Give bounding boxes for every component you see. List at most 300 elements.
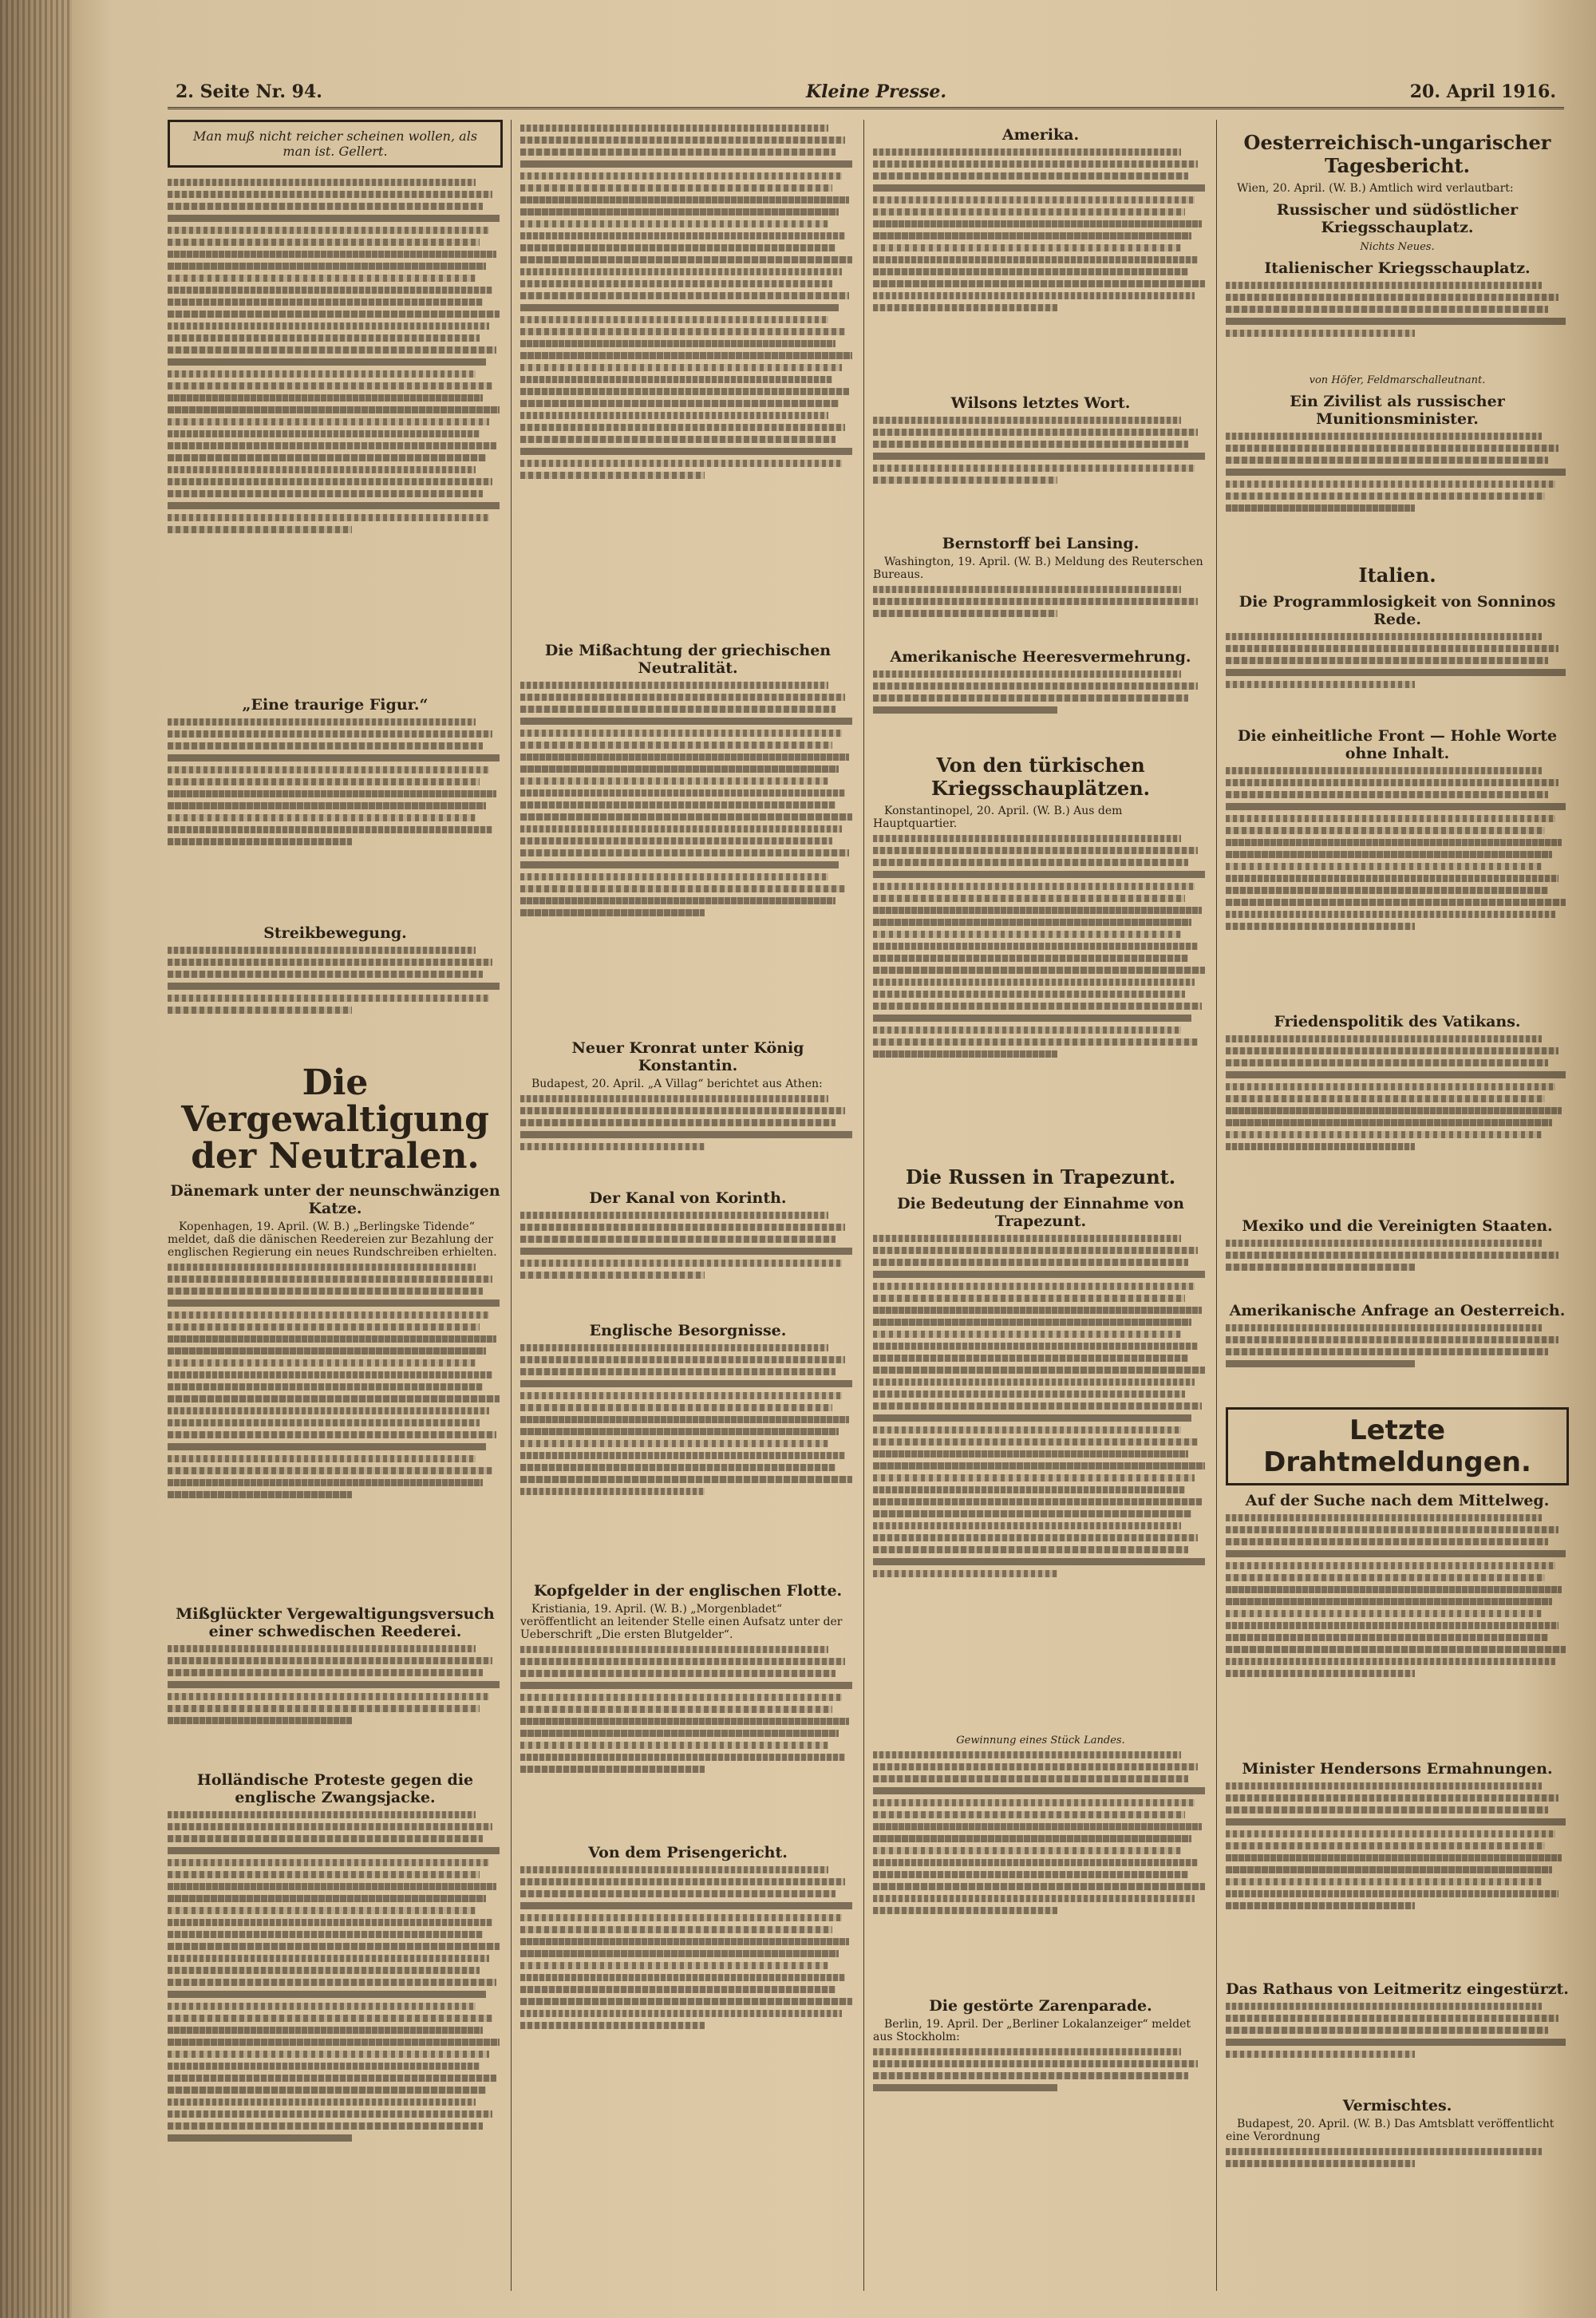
text-line bbox=[873, 1534, 1198, 1541]
article-heading: Amerikanische Heeresvermehrung. bbox=[890, 648, 1191, 666]
body-text bbox=[168, 179, 503, 690]
text-line bbox=[520, 208, 839, 216]
text-line bbox=[873, 268, 1188, 275]
text-line bbox=[1226, 911, 1555, 918]
text-line bbox=[873, 1558, 1205, 1565]
text-line bbox=[520, 1902, 852, 1909]
text-line bbox=[1226, 330, 1415, 337]
body-text bbox=[873, 586, 1208, 642]
text-line bbox=[520, 412, 828, 419]
text-line bbox=[1226, 1047, 1558, 1054]
text-line bbox=[168, 1443, 486, 1450]
text-line bbox=[873, 1907, 1057, 1914]
text-line bbox=[1226, 1035, 1542, 1042]
text-line bbox=[520, 706, 836, 713]
column-rule bbox=[1216, 120, 1217, 2291]
text-line bbox=[168, 959, 492, 966]
text-line bbox=[168, 1299, 500, 1307]
text-line bbox=[168, 2039, 500, 2046]
text-line bbox=[520, 316, 828, 323]
text-line bbox=[1226, 1670, 1415, 1677]
column-rule bbox=[511, 120, 512, 2291]
text-line bbox=[520, 682, 828, 689]
text-line bbox=[1226, 1646, 1566, 1653]
text-line bbox=[520, 1914, 842, 1921]
article-heading: Die gestörte Zarenparade. bbox=[929, 1997, 1152, 2015]
text-line bbox=[520, 1706, 832, 1713]
text-line bbox=[1226, 887, 1548, 894]
text-line bbox=[520, 1119, 836, 1126]
text-line bbox=[520, 1095, 828, 1102]
text-line bbox=[873, 1859, 1198, 1866]
text-line bbox=[1226, 1902, 1415, 1909]
text-line bbox=[520, 1404, 832, 1411]
text-line bbox=[520, 125, 828, 132]
text-line bbox=[168, 394, 483, 401]
body-text bbox=[520, 682, 855, 1033]
text-line bbox=[1226, 469, 1566, 476]
text-line bbox=[168, 239, 480, 246]
text-line bbox=[873, 1787, 1205, 1794]
text-line bbox=[1226, 2160, 1415, 2167]
text-line bbox=[1226, 1538, 1548, 1545]
text-line bbox=[873, 706, 1057, 714]
text-line bbox=[168, 1847, 500, 1854]
text-line bbox=[168, 215, 500, 222]
text-line bbox=[520, 1926, 832, 1933]
text-line bbox=[1226, 2027, 1548, 2034]
text-line bbox=[168, 2110, 492, 2118]
article-heading: Wilsons letztes Wort. bbox=[950, 394, 1131, 412]
text-line bbox=[873, 943, 1198, 950]
text-line bbox=[1226, 1598, 1552, 1605]
text-line bbox=[520, 244, 836, 251]
text-line bbox=[1226, 1324, 1542, 1331]
body-text bbox=[168, 1811, 503, 2290]
text-line bbox=[873, 610, 1057, 617]
text-line bbox=[168, 1395, 500, 1402]
text-line bbox=[168, 275, 476, 282]
text-line bbox=[168, 2122, 483, 2130]
body-text bbox=[873, 148, 1208, 388]
text-line bbox=[1226, 492, 1545, 500]
text-line bbox=[520, 436, 836, 443]
text-line bbox=[520, 1356, 845, 1363]
text-line bbox=[1226, 1866, 1552, 1873]
text-line bbox=[520, 813, 852, 821]
text-line bbox=[168, 430, 480, 437]
text-line bbox=[873, 1486, 1185, 1493]
text-line bbox=[1226, 1264, 1415, 1271]
text-line bbox=[520, 1452, 845, 1459]
masthead-title: Kleine Presse. bbox=[806, 81, 947, 102]
column-2 bbox=[520, 120, 855, 2291]
motto-box: Man muß nicht reicher scheinen wollen, als man ist. Gellert. bbox=[168, 120, 503, 168]
text-line bbox=[168, 1491, 352, 1498]
text-line bbox=[520, 1440, 828, 1447]
text-line bbox=[168, 1359, 476, 1367]
text-line bbox=[168, 287, 492, 294]
text-line bbox=[168, 1479, 483, 1486]
text-line bbox=[520, 1416, 849, 1423]
text-line bbox=[520, 1670, 836, 1677]
text-line bbox=[873, 232, 1191, 239]
text-line bbox=[168, 2134, 352, 2142]
text-line bbox=[1226, 1143, 1415, 1150]
text-line bbox=[1226, 839, 1562, 846]
text-line bbox=[168, 1335, 496, 1343]
text-line bbox=[1226, 899, 1566, 906]
text-line bbox=[168, 1967, 480, 1974]
text-line bbox=[1226, 779, 1558, 786]
text-line bbox=[168, 1943, 500, 1950]
text-line bbox=[873, 429, 1198, 436]
text-line bbox=[520, 873, 828, 880]
article-subheading: Die Bedeutung der Einnahme von Trapezunt. bbox=[897, 1195, 1184, 1230]
text-line bbox=[168, 1907, 476, 1914]
text-line bbox=[873, 2084, 1057, 2091]
text-line bbox=[520, 256, 852, 263]
text-line bbox=[1226, 657, 1548, 664]
text-line bbox=[520, 1107, 845, 1114]
text-line bbox=[168, 718, 476, 726]
text-line bbox=[873, 955, 1188, 962]
text-line bbox=[873, 991, 1185, 998]
article-heading: Die Programmlosigkeit von Sonninos Rede. bbox=[1238, 593, 1556, 628]
text-line bbox=[873, 1522, 1181, 1529]
text-line bbox=[1226, 633, 1542, 640]
text-line bbox=[873, 1510, 1191, 1517]
report-signature: von Höfer, Feldmarschalleutnant. bbox=[1309, 374, 1486, 386]
body-text bbox=[520, 125, 855, 635]
body-text bbox=[1226, 2003, 1569, 2091]
text-line bbox=[520, 1272, 705, 1279]
text-line bbox=[168, 1705, 480, 1712]
text-line bbox=[520, 352, 852, 359]
text-line bbox=[873, 883, 1195, 890]
article-heading: Holländische Proteste gegen die englische Zwangsjacke. bbox=[196, 1770, 474, 1806]
body-text bbox=[873, 835, 1208, 1154]
column-4 bbox=[1226, 120, 1569, 2291]
text-line bbox=[873, 1426, 1181, 1434]
article-heading: Ein Zivilist als russischer Munitionsminister. bbox=[1290, 393, 1505, 428]
text-line bbox=[520, 1974, 845, 1981]
text-line bbox=[1226, 1610, 1542, 1617]
text-line bbox=[168, 502, 500, 509]
text-line bbox=[520, 280, 832, 287]
article-subheading: Dänemark unter der neunschwänzigen Katze. bbox=[170, 1181, 500, 1217]
article-heading: Neuer Kronrat unter König Konstantin. bbox=[571, 1039, 804, 1074]
section-headline: Italien. bbox=[1358, 564, 1436, 587]
text-line bbox=[1226, 1119, 1552, 1126]
text-line bbox=[520, 730, 842, 737]
text-line bbox=[1226, 1360, 1415, 1367]
text-line bbox=[1226, 1348, 1548, 1355]
text-line bbox=[1226, 1083, 1555, 1090]
text-line bbox=[1226, 1794, 1558, 1802]
text-line bbox=[168, 1467, 492, 1474]
text-line bbox=[1226, 2148, 1542, 2155]
text-line bbox=[520, 1682, 852, 1689]
breaking-news-box: Letzte Drahtmeldungen. bbox=[1226, 1407, 1569, 1485]
text-line bbox=[873, 1402, 1202, 1410]
text-line bbox=[168, 2027, 483, 2034]
text-line bbox=[168, 263, 486, 270]
text-line bbox=[1226, 2051, 1415, 2058]
text-line bbox=[168, 1979, 496, 1986]
text-line bbox=[1226, 282, 1542, 289]
text-line bbox=[168, 1264, 476, 1271]
text-line bbox=[1226, 1658, 1555, 1665]
text-line bbox=[1226, 851, 1552, 858]
text-line bbox=[520, 1646, 828, 1653]
text-line bbox=[1226, 1782, 1542, 1790]
body-text bbox=[520, 1344, 855, 1576]
body-text bbox=[873, 2048, 1208, 2120]
text-line bbox=[520, 172, 842, 180]
text-line bbox=[168, 2075, 496, 2082]
text-line bbox=[1226, 445, 1558, 452]
dateline: Kopenhagen, 19. April. (W. B.) „Berlingske Tidende“ meldet, daß die dänischen Reedereien zur Bezahlung der englischen Regierung ein neues Rundschreiben erhielten. bbox=[168, 1220, 497, 1259]
text-line bbox=[168, 1407, 489, 1414]
body-text bbox=[520, 1866, 855, 2106]
text-line bbox=[168, 442, 496, 449]
text-line bbox=[168, 1931, 483, 1938]
text-line bbox=[168, 826, 492, 833]
text-line bbox=[873, 256, 1198, 263]
text-line bbox=[520, 400, 839, 407]
body-text bbox=[520, 1095, 855, 1183]
text-line bbox=[1226, 1830, 1555, 1837]
text-line bbox=[520, 460, 842, 467]
body-text bbox=[168, 947, 503, 1050]
text-line bbox=[520, 2022, 705, 2029]
article-heading: Auf der Suche nach dem Mittelweg. bbox=[1245, 1492, 1550, 1509]
text-line bbox=[1226, 318, 1566, 325]
column-rule bbox=[863, 120, 864, 2291]
text-line bbox=[168, 730, 492, 738]
text-line bbox=[1226, 504, 1415, 512]
text-line bbox=[168, 1919, 492, 1926]
body-text bbox=[873, 417, 1208, 528]
text-line bbox=[520, 1212, 828, 1219]
text-line bbox=[520, 1224, 845, 1231]
text-line bbox=[520, 897, 836, 904]
text-line bbox=[168, 1681, 500, 1688]
text-line bbox=[1226, 863, 1542, 870]
article-heading: Streikbewegung. bbox=[263, 924, 407, 942]
text-line bbox=[873, 1570, 1057, 1577]
text-line bbox=[520, 1464, 836, 1471]
text-line bbox=[520, 765, 839, 773]
text-line bbox=[873, 1026, 1181, 1034]
text-line bbox=[168, 466, 476, 473]
text-line bbox=[1226, 803, 1566, 810]
text-line bbox=[168, 1007, 352, 1014]
text-line bbox=[873, 1259, 1188, 1266]
text-line bbox=[873, 2048, 1181, 2055]
text-line bbox=[1226, 1095, 1545, 1102]
text-line bbox=[520, 742, 832, 749]
text-line bbox=[520, 801, 836, 809]
text-line bbox=[520, 1476, 852, 1483]
text-line bbox=[168, 514, 489, 521]
text-line bbox=[1226, 1252, 1558, 1259]
text-line bbox=[168, 838, 352, 845]
text-line bbox=[520, 1890, 836, 1897]
text-line bbox=[873, 859, 1188, 866]
text-line bbox=[1226, 875, 1558, 882]
text-line bbox=[520, 268, 842, 275]
text-line bbox=[520, 1998, 852, 2005]
text-line bbox=[873, 1015, 1191, 1022]
text-line bbox=[168, 1823, 492, 1830]
text-line bbox=[873, 1751, 1181, 1758]
text-line bbox=[873, 682, 1198, 690]
text-line bbox=[168, 251, 496, 258]
text-line bbox=[873, 196, 1195, 204]
text-line bbox=[1226, 827, 1545, 834]
text-line bbox=[520, 136, 845, 144]
text-line bbox=[1226, 1526, 1558, 1533]
text-line bbox=[520, 148, 836, 156]
text-line bbox=[520, 789, 845, 797]
text-line bbox=[168, 2051, 489, 2058]
text-line bbox=[168, 370, 476, 378]
text-line bbox=[873, 441, 1188, 448]
text-line bbox=[520, 1986, 836, 1993]
text-line bbox=[168, 191, 492, 198]
article-heading: Die einheitliche Front — Hohle Worte ohne Inhalt. bbox=[1237, 727, 1558, 762]
text-line bbox=[168, 947, 476, 954]
text-line bbox=[168, 1311, 489, 1319]
section-headline: Die Russen in Trapezunt. bbox=[905, 1165, 1176, 1189]
text-line bbox=[520, 1488, 705, 1495]
text-line bbox=[873, 1775, 1188, 1782]
text-line bbox=[873, 1474, 1195, 1481]
text-line bbox=[873, 184, 1205, 192]
article-heading: Vermischtes. bbox=[1342, 2097, 1452, 2114]
text-line bbox=[520, 1380, 852, 1387]
text-line bbox=[168, 1288, 483, 1295]
body-text bbox=[1226, 282, 1569, 370]
text-line bbox=[1226, 1131, 1542, 1138]
text-line bbox=[873, 1307, 1202, 1314]
text-line bbox=[520, 388, 849, 395]
text-line bbox=[520, 718, 852, 725]
text-line bbox=[1226, 1586, 1562, 1593]
body-text bbox=[1226, 767, 1569, 1007]
text-line bbox=[1226, 1240, 1542, 1247]
text-line bbox=[873, 931, 1181, 938]
text-line bbox=[873, 1343, 1198, 1350]
text-line bbox=[873, 2072, 1188, 2079]
text-line bbox=[520, 909, 705, 916]
text-line bbox=[520, 754, 849, 761]
text-line bbox=[873, 220, 1202, 227]
text-line bbox=[520, 1428, 839, 1435]
article-heading: Englische Besorgnisse. bbox=[589, 1322, 787, 1339]
body-text bbox=[520, 1646, 855, 1837]
text-line bbox=[520, 448, 852, 455]
text-line bbox=[520, 1754, 845, 1761]
body-text bbox=[1226, 1324, 1569, 1396]
text-line bbox=[168, 971, 483, 978]
text-line bbox=[1226, 681, 1415, 688]
text-line bbox=[873, 208, 1185, 216]
article-heading: Minister Hendersons Ermahnungen. bbox=[1242, 1760, 1553, 1778]
text-line bbox=[873, 895, 1185, 902]
text-line bbox=[873, 1823, 1202, 1830]
text-line bbox=[168, 1323, 480, 1331]
text-line bbox=[168, 766, 489, 773]
text-line bbox=[873, 1319, 1191, 1326]
text-line bbox=[168, 2087, 486, 2094]
text-line bbox=[520, 340, 836, 347]
text-line bbox=[168, 382, 492, 390]
article-heading: Amerikanische Anfrage an Oesterreich. bbox=[1229, 1302, 1566, 1319]
text-line bbox=[168, 1657, 492, 1664]
text-line bbox=[168, 1883, 496, 1890]
text-line bbox=[168, 2003, 476, 2010]
body-text bbox=[1226, 2148, 1569, 2196]
text-line bbox=[168, 754, 500, 761]
article-heading: Mißglückter Vergewaltigungsversuch einer schwedischen Reederei. bbox=[176, 1604, 495, 1640]
text-line bbox=[1226, 2015, 1558, 2022]
text-line bbox=[168, 2015, 492, 2022]
text-line bbox=[168, 995, 489, 1002]
text-line bbox=[168, 2063, 480, 2070]
text-line bbox=[168, 790, 496, 797]
text-line bbox=[1226, 1878, 1542, 1885]
text-line bbox=[168, 203, 483, 210]
page-number: 2. Seite Nr. 94. bbox=[176, 81, 322, 102]
text-line bbox=[168, 1383, 483, 1390]
text-line bbox=[168, 1955, 489, 1962]
text-line bbox=[168, 1645, 476, 1652]
text-line bbox=[168, 1859, 489, 1866]
article-heading: Russischer und südöstlicher Kriegsschauplatz. bbox=[1276, 201, 1519, 236]
text-line bbox=[168, 322, 489, 330]
text-line bbox=[520, 376, 832, 383]
body-text bbox=[520, 1212, 855, 1315]
text-line bbox=[168, 1276, 492, 1283]
body-text bbox=[873, 1751, 1208, 1991]
body-text bbox=[873, 1235, 1208, 1730]
article-heading: Die Mißachtung der griechischen Neutralität. bbox=[544, 642, 832, 677]
column-3 bbox=[873, 120, 1208, 2291]
text-line bbox=[1226, 1842, 1545, 1849]
text-line bbox=[873, 586, 1181, 593]
text-line bbox=[520, 328, 845, 335]
text-line bbox=[873, 835, 1181, 842]
text-line bbox=[1226, 1854, 1562, 1861]
body-text bbox=[1226, 1782, 1569, 1974]
text-line bbox=[520, 220, 828, 227]
report-note: Nichts Neues. bbox=[1360, 241, 1435, 253]
text-line bbox=[168, 454, 486, 461]
article-heading: Der Kanal von Korinth. bbox=[589, 1189, 787, 1207]
text-line bbox=[168, 526, 352, 533]
body-text bbox=[1226, 633, 1569, 721]
text-line bbox=[873, 1331, 1181, 1338]
text-line bbox=[168, 1871, 480, 1878]
text-line bbox=[1226, 1622, 1558, 1629]
text-line bbox=[520, 472, 705, 479]
issue-date: 20. April 1916. bbox=[1409, 81, 1556, 102]
text-line bbox=[873, 1871, 1188, 1878]
text-line bbox=[520, 885, 845, 892]
